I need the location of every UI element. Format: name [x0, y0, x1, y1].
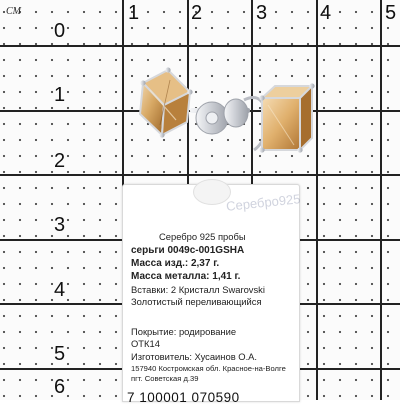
- earring-post-and-back: [190, 98, 268, 151]
- ruler-side-mark: 2: [54, 150, 66, 172]
- ruler-side-mark: 4: [54, 279, 66, 301]
- watermark: Серебро925: [225, 191, 302, 214]
- tag-inserts-line: Вставки: 2 Кристалл Swarovski: [131, 284, 265, 295]
- ruler-side-mark: 1: [54, 84, 66, 106]
- left-earring: [140, 67, 193, 137]
- tag-coating-line: Покрытие: родирование: [131, 326, 237, 337]
- tag-color-line: Золотистый переливающийся: [131, 296, 262, 307]
- ruler-side-mark: 6: [54, 376, 66, 398]
- ruler-unit: CM: [6, 6, 21, 17]
- ruler-side-mark: 3: [54, 214, 66, 236]
- product-tag: [122, 184, 300, 405]
- right-earring: [259, 83, 314, 152]
- ruler-side-mark: 5: [54, 343, 66, 365]
- tag-metal-weight-line: Масса металла: 1,41 г.: [131, 271, 241, 282]
- ruler-top-mark: 5: [385, 2, 397, 24]
- ruler-top-mark: 2: [191, 2, 203, 24]
- ruler-top-mark: 4: [320, 2, 332, 24]
- ruler-top-mark: 1: [128, 2, 140, 24]
- tag-weight-line: Масса изд.: 2,37 г.: [131, 258, 220, 269]
- tag-metal-line: Серебро 925 пробы: [159, 231, 246, 242]
- tag-maker-line: Изготовитель: Хусаинов О.А.: [131, 351, 258, 362]
- barcode-number: 7 100001 070590: [127, 390, 240, 405]
- ruler-top-mark: 3: [256, 2, 268, 24]
- ruler-side-mark: 0: [54, 20, 66, 42]
- tag-address-line-2: пгт. Советская д.39: [131, 374, 199, 383]
- tag-article-line: серьги 0049с-001GSHA: [131, 245, 245, 256]
- tag-otk-line: ОТК14: [131, 338, 160, 349]
- tag-address-line-1: 157940 Костромская обл. Красное-на-Волге: [131, 364, 286, 373]
